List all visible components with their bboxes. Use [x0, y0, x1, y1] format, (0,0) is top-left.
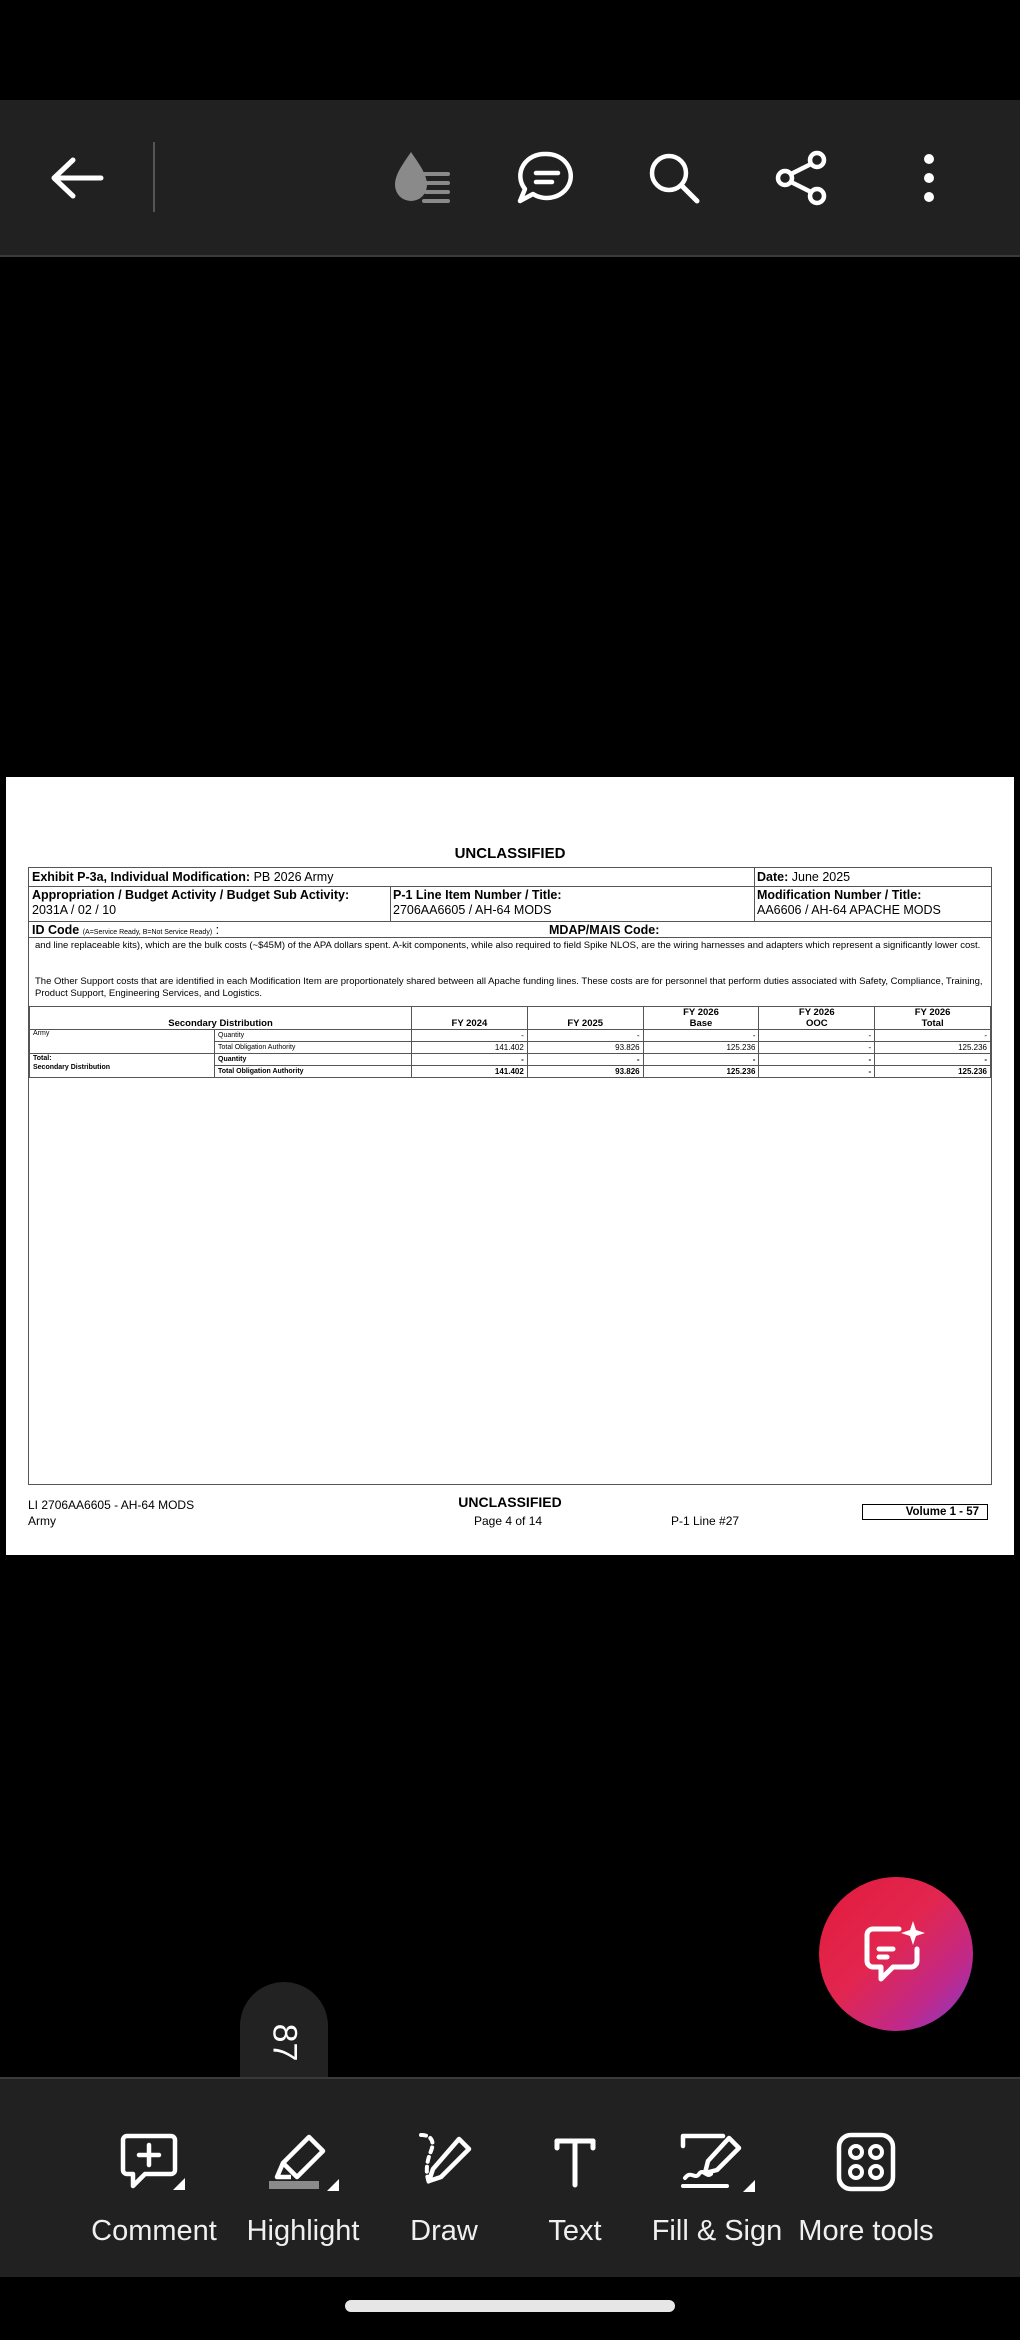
table-row — [30, 1030, 991, 1042]
search-icon[interactable] — [636, 140, 712, 216]
comment-add-icon — [79, 2129, 229, 2195]
secondary-distribution-table — [29, 1006, 991, 1078]
table-cell: 125.236 — [643, 1066, 759, 1078]
narrative-paragraph: The Other Support costs that are identified in each Modification Item are proportionately shared between all Apache funding lines. These costs are for personnel that perform duties associated with Safety, Compliance, Training, Product Support, Engineering Services, and Logistics. — [35, 976, 983, 999]
table-cell: - — [875, 1054, 991, 1066]
table-cell: - — [759, 1042, 875, 1054]
footer-classification: UNCLASSIFIED — [458, 1494, 562, 1510]
comment-tool-button[interactable] — [79, 2129, 229, 2248]
fill-sign-tool-button[interactable] — [642, 2129, 792, 2248]
appropriation-field: Appropriation / Budget Activity / Budget Sub Activity: 2031A / 02 / 10 — [32, 888, 350, 917]
table-cell: - — [412, 1054, 528, 1066]
column-header: FY 2026 Base — [643, 1007, 759, 1030]
divider — [390, 886, 391, 921]
table-cell: - — [875, 1030, 991, 1042]
liquid-mode-icon[interactable] — [383, 140, 459, 216]
divider — [29, 886, 991, 887]
modification-field: Modification Number / Title: AA6606 / AH-64 APACHE MODS — [757, 888, 941, 917]
bottom-toolbar — [0, 2077, 1020, 2277]
table-row — [30, 1054, 991, 1066]
row-label: Total Obligation Authority — [215, 1066, 412, 1078]
draw-pen-icon — [369, 2129, 519, 2195]
table-cell: - — [759, 1030, 875, 1042]
text-icon — [500, 2129, 650, 2195]
row-label: Quantity — [215, 1054, 412, 1066]
tool-label: Highlight — [246, 2215, 360, 2247]
narrative-paragraph: and line replaceable kits), which are the bulk costs (~$45M) of the APA dollars spent. A-kit components, while also required to field Spike NLOS, are the wiring harnesses and adapters which represent a significantly lower cost. — [35, 940, 981, 951]
exhibit-frame — [28, 867, 992, 1485]
back-arrow-icon[interactable] — [39, 140, 115, 216]
column-header: FY 2025 — [527, 1007, 643, 1030]
pdf-page[interactable] — [6, 777, 1014, 1555]
share-icon[interactable] — [763, 140, 839, 216]
table-cell: 141.402 — [412, 1042, 528, 1054]
highlighter-icon — [228, 2129, 378, 2195]
date-field: Date: June 2025 — [757, 870, 851, 884]
highlight-tool-button[interactable] — [228, 2129, 378, 2248]
table-cell: 125.236 — [643, 1042, 759, 1054]
table-cell: - — [527, 1054, 643, 1066]
column-header: FY 2026 OOC — [759, 1007, 875, 1030]
id-code-field: ID Code (A=Service Ready, B=Not Service Ready) : — [32, 923, 220, 937]
more-tools-grid-icon — [791, 2129, 941, 2195]
footer-volume: Volume 1 - 57 — [862, 1504, 988, 1520]
row-label: Total Obligation Authority — [215, 1042, 412, 1054]
ai-assistant-button[interactable] — [819, 1877, 973, 2031]
table-cell: - — [759, 1054, 875, 1066]
table-cell: - — [643, 1054, 759, 1066]
more-options-icon[interactable] — [891, 140, 967, 216]
tool-label: Text — [548, 2215, 602, 2247]
table-cell: 93.826 — [527, 1042, 643, 1054]
exhibit-title: Exhibit P-3a, Individual Modification: PB 2026 Army — [32, 870, 334, 884]
table-cell: 141.402 — [412, 1066, 528, 1078]
table-cell: 93.826 — [527, 1066, 643, 1078]
home-indicator[interactable] — [345, 2300, 675, 2312]
row-label: Quantity — [215, 1030, 412, 1042]
table-cell: 125.236 — [875, 1042, 991, 1054]
tool-label: Draw — [410, 2215, 478, 2247]
footer-p1-line: P-1 Line #27 — [671, 1514, 740, 1528]
mdap-code-field: MDAP/MAIS Code: — [549, 923, 660, 937]
ai-assistant-icon — [861, 1919, 931, 1990]
divider — [754, 868, 755, 921]
footer-org: Army — [28, 1514, 56, 1528]
footer-line-item: LI 2706AA6605 - AH-64 MODS — [28, 1498, 195, 1512]
p1-line-item-field: P-1 Line Item Number / Title: 2706AA6605 / AH-64 MODS — [393, 888, 562, 917]
draw-tool-button[interactable] — [369, 2129, 519, 2248]
column-header: FY 2024 — [412, 1007, 528, 1030]
row-group-label: Total: Secondary Distribution — [30, 1054, 215, 1078]
classification-header: UNCLASSIFIED — [454, 845, 566, 862]
table-cell: - — [759, 1066, 875, 1078]
top-toolbar — [0, 100, 1020, 257]
column-header: Secondary Distribution — [30, 1007, 412, 1030]
tool-label: Fill & Sign — [651, 2215, 783, 2247]
row-group-label: Army — [30, 1030, 215, 1054]
text-tool-button[interactable] — [500, 2129, 650, 2248]
table-cell: - — [412, 1030, 528, 1042]
tool-label: Comment — [91, 2215, 217, 2247]
column-header: FY 2026 Total — [875, 1007, 991, 1030]
fill-sign-icon — [642, 2129, 792, 2195]
comments-list-icon[interactable] — [508, 140, 584, 216]
tool-label: More tools — [798, 2215, 934, 2247]
table-cell: - — [643, 1030, 759, 1042]
toolbar-divider — [153, 142, 155, 212]
divider — [29, 937, 991, 938]
table-cell: - — [527, 1030, 643, 1042]
table-header-row — [30, 1007, 991, 1030]
divider — [29, 921, 991, 922]
table-cell: 125.236 — [875, 1066, 991, 1078]
more-tools-button[interactable] — [791, 2129, 941, 2248]
page-indicator: 87 — [265, 2023, 304, 2061]
footer-page-number: Page 4 of 14 — [474, 1514, 543, 1528]
